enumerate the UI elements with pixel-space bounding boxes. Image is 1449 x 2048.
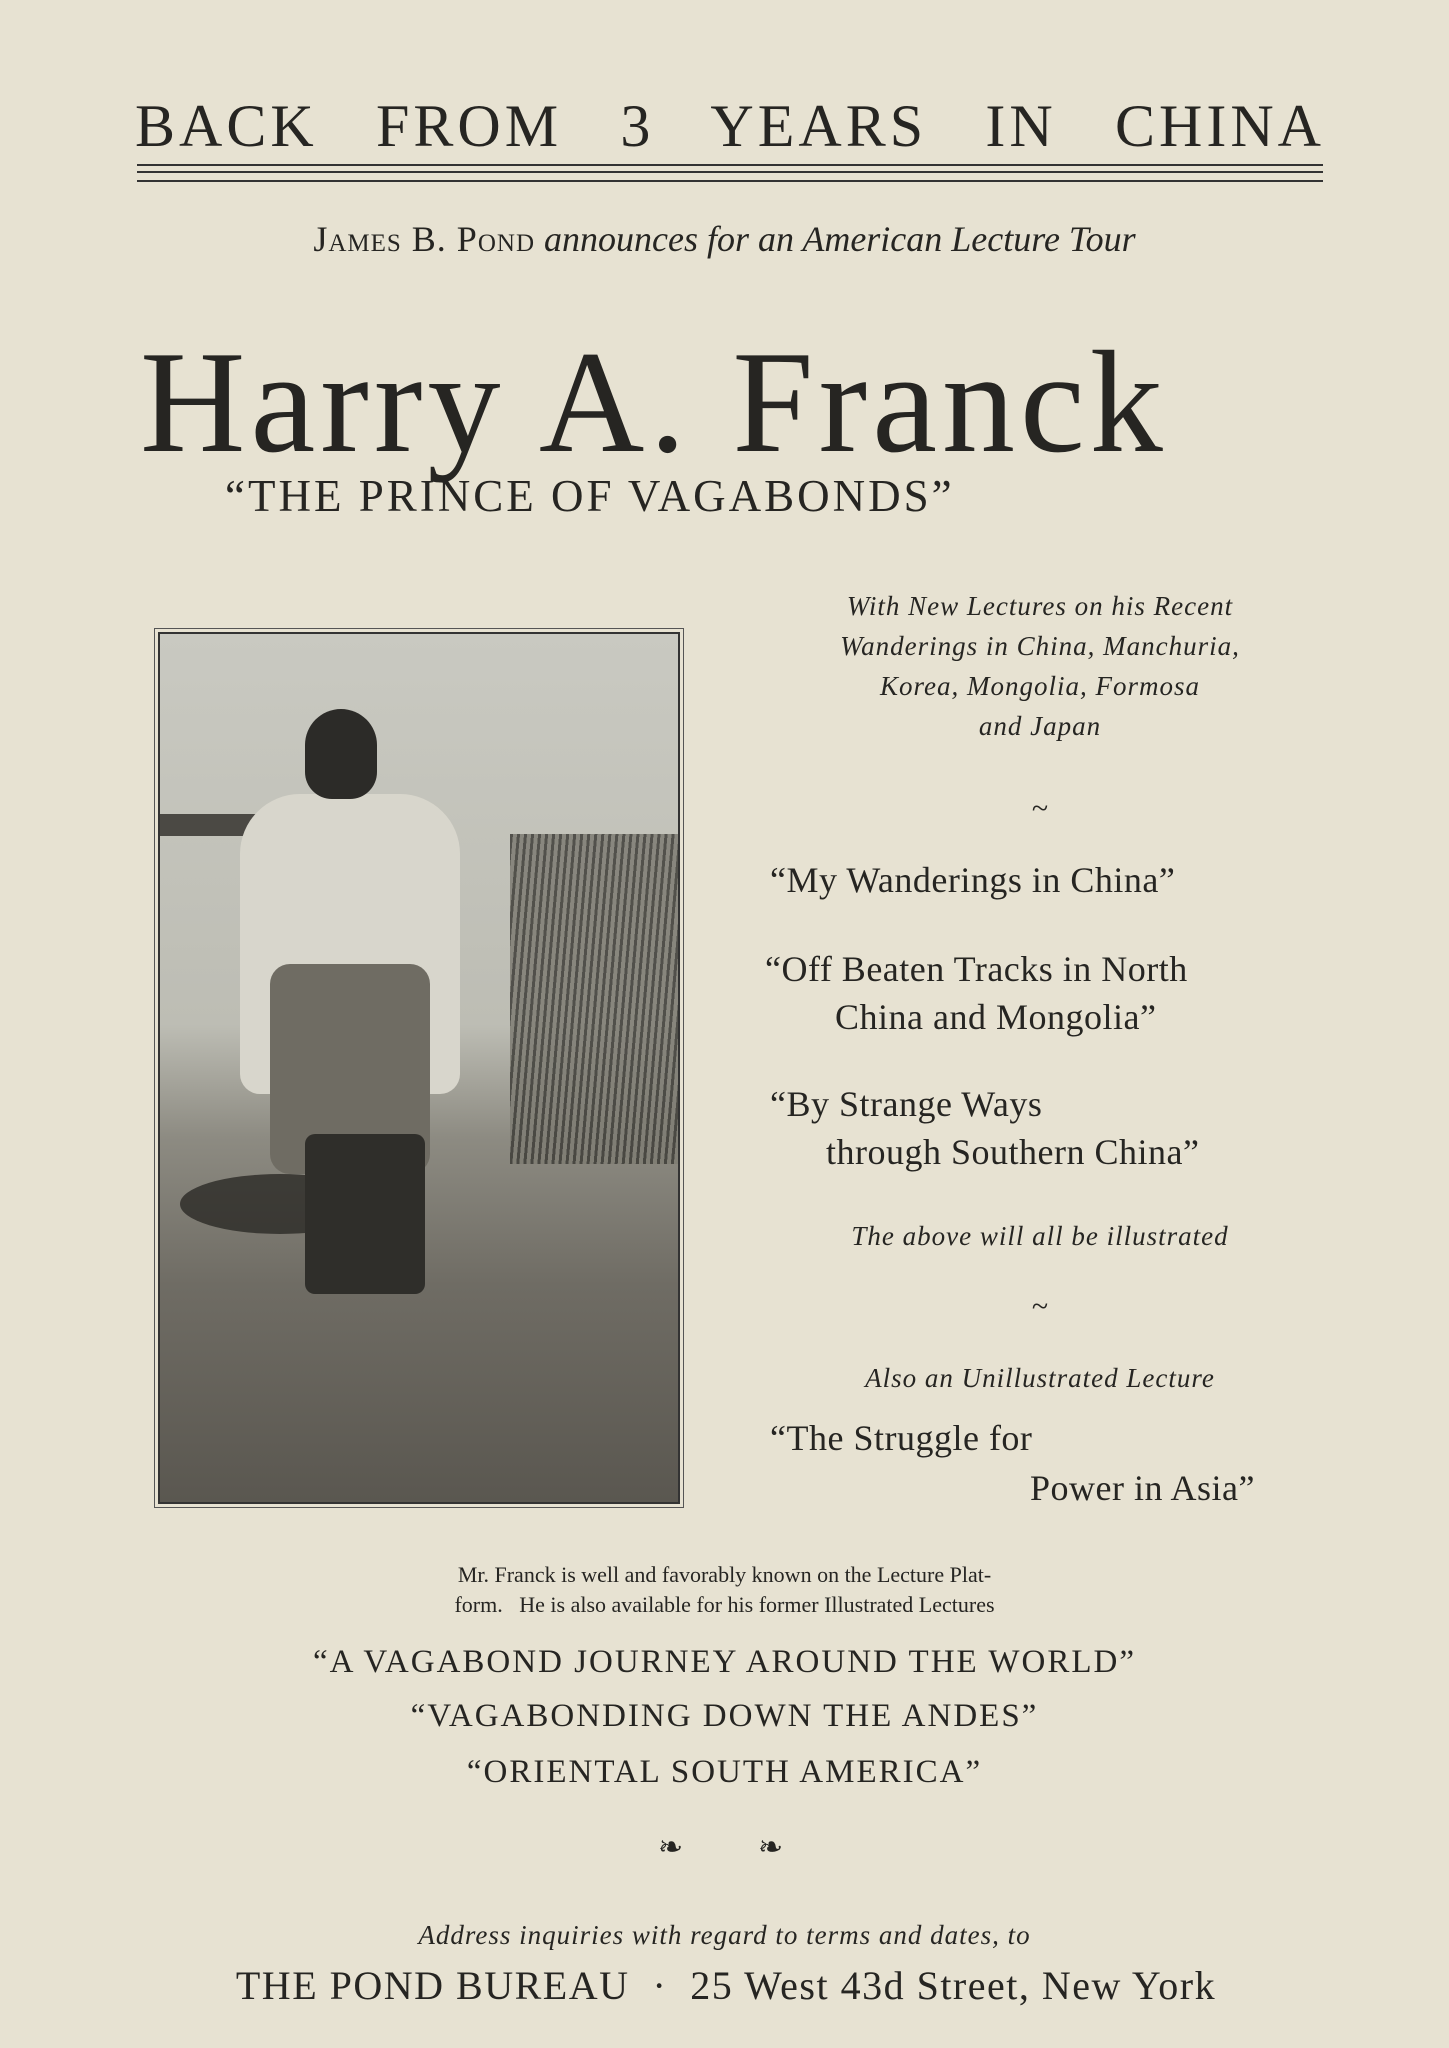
intro-line: and Japan: [978, 711, 1102, 741]
swash-ornament: ~: [1031, 792, 1049, 825]
address-note: Address inquiries with regard to terms and dates, to: [418, 1920, 1031, 1950]
lecture-title: “Off Beaten Tracks in North: [765, 949, 1188, 989]
illustrated-note: The above will all be illustrated: [851, 1221, 1229, 1251]
lecture-title: “By Strange Ways: [770, 1084, 1043, 1124]
former-lecture: “A VAGABOND JOURNEY AROUND THE WORLD”: [313, 1644, 1136, 1680]
announcement-text: announces for an American Lecture Tour: [544, 219, 1136, 259]
lecture-title: through Southern China”: [826, 1132, 1200, 1172]
note-line: form. He is also available for his former Illustrated Lectures: [454, 1592, 995, 1617]
lecturer-name: Harry A. Franck: [140, 321, 1168, 483]
announcement: [0, 218, 1449, 260]
headline: BACK FROM 3 YEARS IN CHINA: [135, 93, 1325, 159]
swash-ornament: ~: [1031, 1290, 1049, 1323]
intro-line: Korea, Mongolia, Formosa: [880, 671, 1200, 701]
lecture-title: “The Struggle for: [770, 1418, 1033, 1458]
former-lecture: “VAGABONDING DOWN THE ANDES”: [410, 1698, 1039, 1734]
intro-line: With New Lectures on his Recent: [846, 591, 1234, 621]
lecture-title: “My Wanderings in China”: [770, 860, 1176, 900]
unillustrated-label: Also an Unillustrated Lecture: [865, 1363, 1215, 1393]
intro-text: [740, 586, 1340, 746]
nickname: “THE PRINCE OF VAGABONDS”: [225, 471, 955, 521]
lecture-title: China and Mongolia”: [835, 997, 1157, 1037]
former-lecture: “ORIENTAL SOUTH AMERICA”: [466, 1754, 983, 1790]
footer-address: THE POND BUREAU · 25 West 43d Street, New York: [235, 1963, 1217, 2008]
note-line: Mr. Franck is well and favorably known on the Lecture Plat-: [457, 1562, 992, 1587]
fleuron-icon: ❧: [658, 1831, 684, 1864]
intro-line: Wanderings in China, Manchuria,: [840, 631, 1240, 661]
note-text: [0, 1560, 1449, 1620]
triple-rule-divider: [137, 164, 1323, 182]
presenter-name: James B. Pond: [313, 219, 535, 259]
fleuron-icon: ❧: [758, 1831, 784, 1864]
lecture-title: Power in Asia”: [1030, 1468, 1255, 1508]
lecturer-photo: [158, 632, 680, 1504]
